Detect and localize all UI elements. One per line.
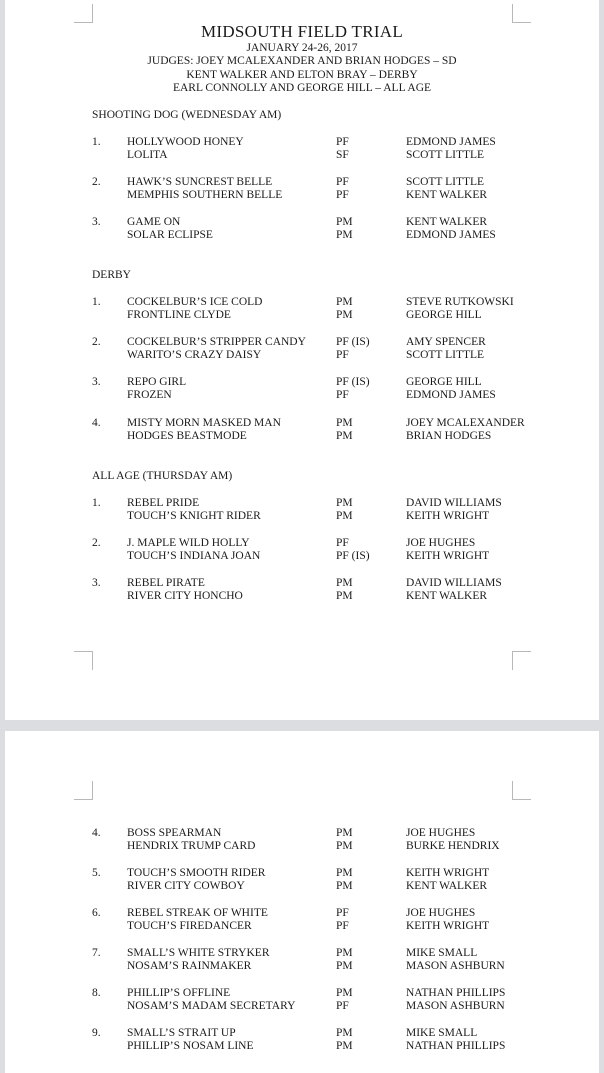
judges-line: KENT WALKER AND ELTON BRAY – DERBY: [186, 68, 418, 81]
document-title: MIDSOUTH FIELD TRIAL: [200, 22, 404, 41]
brace-number: 2.: [92, 176, 101, 188]
dog-code: PF: [336, 920, 349, 933]
brace-number: 2.: [92, 336, 101, 348]
dog-code: PM: [336, 1040, 353, 1053]
brace-number: 8.: [92, 987, 101, 999]
brace-number: 3.: [92, 216, 101, 228]
handler-name: AMY SPENCER: [406, 336, 486, 348]
section-title: SHOOTING DOG (WEDNESDAY AM): [92, 109, 282, 121]
dog-name: RIVER CITY COWBOY: [127, 880, 245, 893]
brace-number: 1.: [92, 497, 101, 509]
document-page-2: [5, 731, 599, 1073]
dog-code: PM: [336, 590, 353, 603]
dog-code: PM: [336, 577, 353, 589]
judges-line: EARL CONNOLLY AND GEORGE HILL – ALL AGE: [172, 81, 432, 94]
dog-name: TOUCH’S KNIGHT RIDER: [127, 510, 261, 523]
page-corner-mark: [512, 4, 531, 23]
dog-code: PM: [336, 296, 353, 308]
dog-name: WARITO’S CRAZY DAISY: [127, 349, 262, 362]
page-corner-mark: [512, 781, 531, 800]
handler-name: EDMOND JAMES: [406, 389, 496, 402]
handler-name: KEITH WRIGHT: [406, 510, 490, 523]
handler-name: KEITH WRIGHT: [406, 867, 490, 879]
handler-name: JOE HUGHES: [406, 907, 476, 919]
handler-name: MIKE SMALL: [406, 947, 478, 959]
dog-code: PF: [336, 537, 349, 549]
dog-name: REBEL STREAK OF WHITE: [127, 907, 268, 919]
dog-name: COCKELBUR’S STRIPPER CANDY: [127, 336, 306, 348]
dog-code: PF (IS): [336, 376, 370, 388]
dog-code: PF: [336, 1000, 349, 1013]
dog-name: HENDRIX TRUMP CARD: [127, 840, 256, 853]
brace-number: 4.: [92, 417, 101, 429]
page-corner-mark: [74, 4, 93, 23]
brace-number: 1.: [92, 296, 101, 308]
handler-name: KEITH WRIGHT: [406, 550, 490, 563]
handler-name: EDMOND JAMES: [406, 229, 496, 242]
handler-name: KEITH WRIGHT: [406, 920, 490, 933]
dog-code: PF: [336, 907, 349, 919]
dog-name: HAWK’S SUNCREST BELLE: [127, 176, 273, 188]
handler-name: SCOTT LITTLE: [406, 149, 485, 162]
handler-name: DAVID WILLIAMS: [406, 577, 502, 589]
dog-code: PM: [336, 229, 353, 242]
handler-name: GEORGE HILL: [406, 376, 482, 388]
document-page-1: [5, 0, 599, 720]
dog-name: REBEL PIRATE: [127, 577, 205, 589]
page-corner-mark: [512, 651, 531, 670]
dog-code: SF: [336, 149, 349, 162]
handler-name: KENT WALKER: [406, 189, 488, 202]
dog-name: REBEL PRIDE: [127, 497, 200, 509]
dog-name: NOSAM’S RAINMAKER: [127, 960, 252, 973]
handler-name: KENT WALKER: [406, 880, 488, 893]
handler-name: JOE HUGHES: [406, 537, 476, 549]
dog-code: PM: [336, 947, 353, 959]
dog-code: PM: [336, 827, 353, 839]
dog-name: MEMPHIS SOUTHERN BELLE: [127, 189, 283, 202]
dog-name: PHILLIP’S NOSAM LINE: [127, 1040, 254, 1053]
brace-number: 6.: [92, 907, 101, 919]
handler-name: NATHAN PHILLIPS: [406, 987, 506, 999]
dog-code: PF: [336, 136, 349, 148]
handler-name: BRIAN HODGES: [406, 430, 492, 443]
dog-name: TOUCH’S FIREDANCER: [127, 920, 252, 933]
dog-name: BOSS SPEARMAN: [127, 827, 222, 839]
document-header: [5, 22, 599, 95]
dog-name: GAME ON: [127, 216, 181, 228]
dog-name: TOUCH’S SMOOTH RIDER: [127, 867, 266, 879]
dog-name: SMALL’S WHITE STRYKER: [127, 947, 270, 959]
brace-number: 4.: [92, 827, 101, 839]
brace-number: 1.: [92, 136, 101, 148]
handler-name: SCOTT LITTLE: [406, 176, 485, 188]
brace-number: 3.: [92, 577, 101, 589]
handler-name: NATHAN PHILLIPS: [406, 1040, 506, 1053]
dog-name: FROZEN: [127, 389, 172, 402]
section-title: DERBY: [92, 269, 131, 281]
dog-code: PM: [336, 840, 353, 853]
brace-number: 5.: [92, 867, 101, 879]
dog-code: PF: [336, 176, 349, 188]
dog-code: PM: [336, 987, 353, 999]
dog-code: PM: [336, 417, 353, 429]
dog-name: RIVER CITY HONCHO: [127, 590, 243, 603]
handler-name: KENT WALKER: [406, 216, 488, 228]
dog-name: HOLLYWOOD HONEY: [127, 136, 244, 148]
dog-name: SMALL’S STRAIT UP: [127, 1027, 236, 1039]
brace-number: 9.: [92, 1027, 101, 1039]
dog-name: LOLITA: [127, 149, 168, 162]
dog-code: PM: [336, 510, 353, 523]
dog-code: PM: [336, 216, 353, 228]
dog-code: PM: [336, 309, 353, 322]
dog-name: REPO GIRL: [127, 376, 187, 388]
dog-code: PF (IS): [336, 550, 370, 563]
handler-name: KENT WALKER: [406, 590, 488, 603]
dog-name: MISTY MORN MASKED MAN: [127, 417, 281, 429]
dog-name: J. MAPLE WILD HOLLY: [127, 537, 250, 549]
event-date: JANUARY 24-26, 2017: [246, 42, 358, 54]
handler-name: DAVID WILLIAMS: [406, 497, 502, 509]
dog-code: PM: [336, 430, 353, 443]
dog-name: TOUCH’S INDIANA JOAN: [127, 550, 261, 563]
brace-number: 3.: [92, 376, 101, 388]
page-corner-mark: [74, 651, 93, 670]
handler-name: SCOTT LITTLE: [406, 349, 485, 362]
handler-name: MASON ASHBURN: [406, 960, 505, 973]
handler-name: JOEY MCALEXANDER: [406, 417, 525, 429]
handler-name: STEVE RUTKOWSKI: [406, 296, 514, 308]
dog-name: HODGES BEASTMODE: [127, 430, 247, 443]
dog-name: SOLAR ECLIPSE: [127, 229, 213, 242]
dog-name: PHILLIP’S OFFLINE: [127, 987, 231, 999]
dog-code: PM: [336, 497, 353, 509]
handler-name: MIKE SMALL: [406, 1027, 478, 1039]
judges-line: JUDGES: JOEY MCALEXANDER AND BRIAN HODGES – SD: [147, 55, 457, 68]
dog-code: PF: [336, 349, 349, 362]
dog-code: PF: [336, 189, 349, 202]
handler-name: EDMOND JAMES: [406, 136, 496, 148]
dog-name: COCKELBUR’S ICE COLD: [127, 296, 263, 308]
dog-code: PF (IS): [336, 336, 370, 348]
section-title: ALL AGE (THURSDAY AM): [92, 470, 233, 482]
dog-code: PM: [336, 867, 353, 879]
handler-name: BURKE HENDRIX: [406, 840, 500, 853]
dog-name: FRONTLINE CLYDE: [127, 309, 231, 322]
dog-code: PM: [336, 1027, 353, 1039]
dog-name: NOSAM’S MADAM SECRETARY: [127, 1000, 296, 1013]
page-corner-mark: [74, 781, 93, 800]
brace-number: 2.: [92, 537, 101, 549]
dog-code: PF: [336, 389, 349, 402]
dog-code: PM: [336, 880, 353, 893]
dog-code: PM: [336, 960, 353, 973]
handler-name: JOE HUGHES: [406, 827, 476, 839]
handler-name: MASON ASHBURN: [406, 1000, 505, 1013]
brace-number: 7.: [92, 947, 101, 959]
handler-name: GEORGE HILL: [406, 309, 482, 322]
